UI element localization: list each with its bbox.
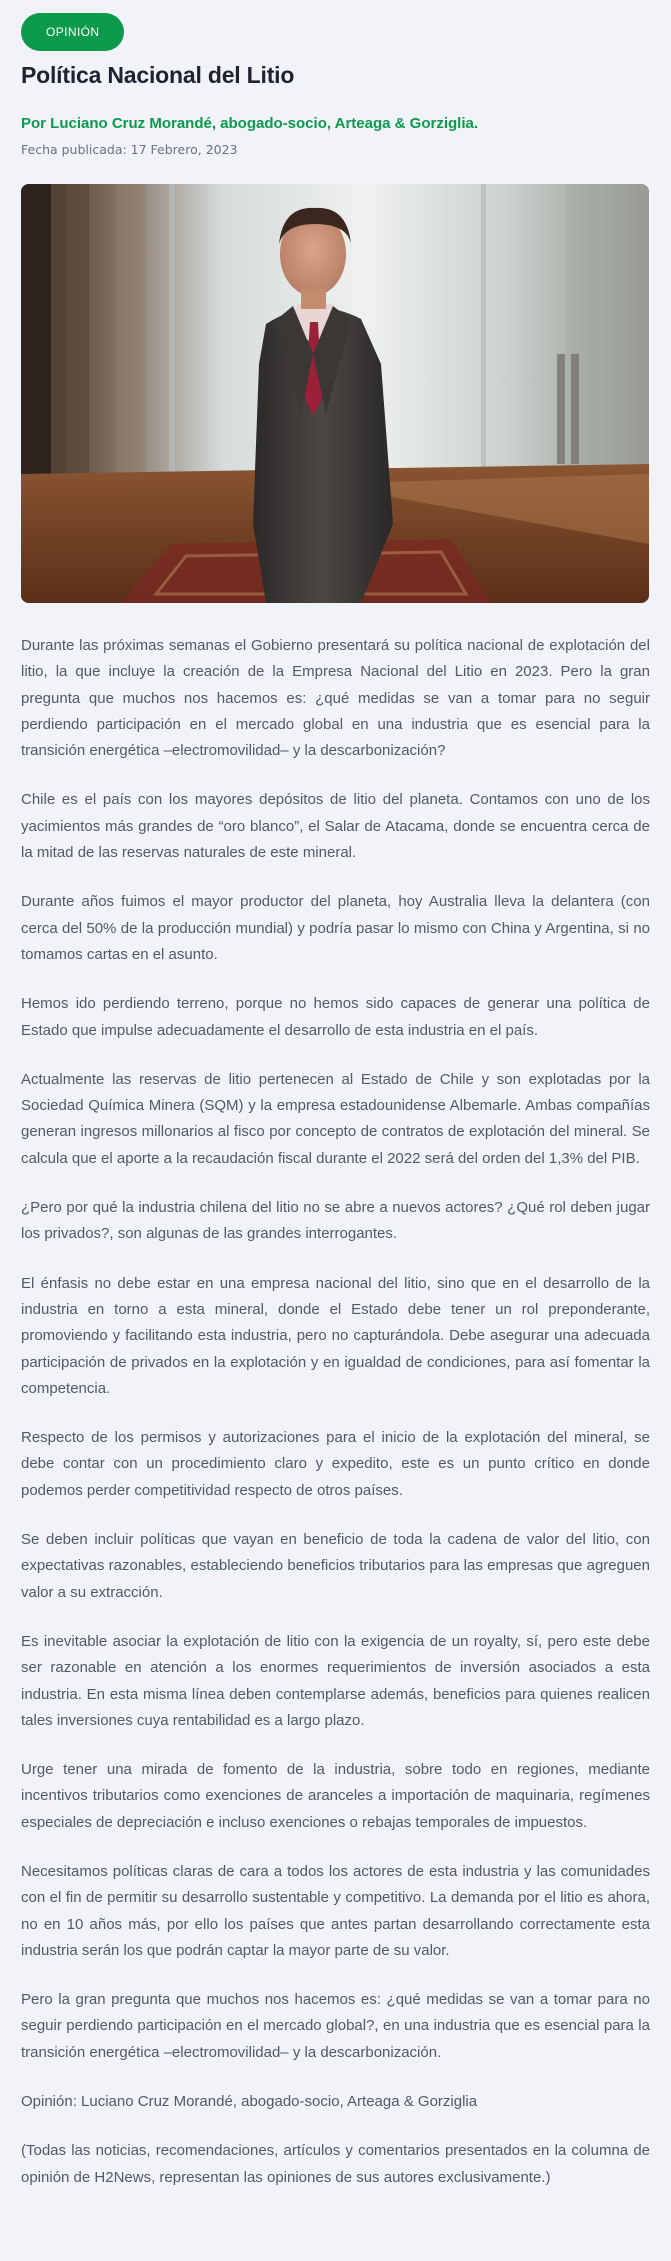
paragraph: Respecto de los permisos y autorizaciones para el inicio de la explotación del mineral, se debe contar con un procedimiento claro y expedito, este es un punto crítico en donde podemos perder competitividad respecto de otros países. bbox=[21, 1429, 650, 1499]
hero-image bbox=[21, 184, 649, 603]
article-byline: Por Luciano Cruz Morandé, abogado-socio, Arteaga & Gorziglia. bbox=[21, 115, 478, 132]
paragraph: Hemos ido perdiendo terreno, porque no hemos sido capaces de generar una política de Estado que impulse adecuadamente el desarrollo de esta industria en el país. bbox=[21, 995, 650, 1039]
article-body bbox=[21, 633, 650, 2191]
paragraph: Durante años fuimos el mayor productor del planeta, hoy Australia lleva la delantera (con cerca del 50% de la producción mundial) y podría pasar lo mismo con China y Argentina, si no tomamos cartas en el asunto. bbox=[21, 893, 650, 963]
paragraph: Urge tener una mirada de fomento de la industria, sobre todo en regiones, mediante incentivos tributarios como exenciones de aranceles a importación de maquinaria, regímenes especiales de depreciación e incluso exenciones o rebajas temporales de impuestos. bbox=[21, 1761, 650, 1831]
portrait-photo-icon bbox=[21, 184, 649, 603]
author-signature: Opinión: Luciano Cruz Morandé, abogado-socio, Arteaga & Gorziglia bbox=[21, 2093, 478, 2111]
paragraph: Se deben incluir políticas que vayan en beneficio de toda la cadena de valor del litio, con expectativas razonables, estableciendo beneficios tributarios para las empresas que agreguen valor a su extracción. bbox=[21, 1531, 650, 1601]
paragraph: Chile es el país con los mayores depósitos de litio del planeta. Contamos con uno de los yacimientos más grandes de “oro blanco”, el Salar de Atacama, donde se encuentra cerca de la mitad de las reservas naturales de este mineral. bbox=[21, 791, 650, 862]
article-title: Política Nacional del Litio bbox=[21, 62, 295, 88]
paragraph: Necesitamos políticas claras de cara a todos los actores de esta industria y las comunidades con el fin de permitir su desarrollo sustentable y competitivo. La demanda por el litio es ahora, no en 10 años más, por ello los países que antes partan desarrollando correctamente esta industria serán los que podrán captar la mayor parte de su valor. bbox=[21, 1862, 650, 1959]
publish-date: Fecha publicada: 17 Febrero, 2023 bbox=[21, 142, 238, 157]
paragraph: El énfasis no debe estar en una empresa nacional del litio, sino que en el desarrollo de la industria en torno a esta mineral, donde el Estado debe tener un rol preponderante, promoviendo y facilitando esta industria, pero no capturándola. Debe asegurar una adecuada participación de privados en la explotación y en igualdad de condiciones, para así fomentar la competencia. bbox=[21, 1274, 650, 1397]
category-badge[interactable]: OPINIÓN bbox=[21, 13, 124, 51]
paragraph: Durante las próximas semanas el Gobierno presentará su política nacional de explotación del litio, la que incluye la creación de la Empresa Nacional del Litio en 2023. Pero la gran pregunta que muchos nos hacemos es: ¿qué medidas se van a tomar para no seguir perdiendo participación en el mercado global en una industria que es esencial para la transición energética –electromovilidad– y la descarbonización? bbox=[21, 637, 650, 760]
paragraph: Actualmente las reservas de litio pertenecen al Estado de Chile y son explotadas por la Sociedad Química Minera (SQM) y la empresa estadounidense Albemarle. Ambas compañías generan ingresos millonarios al fisco por concepto de contratos de explotación del mineral. Se calcula que el aporte a la recaudación fiscal durante el 2022 será del orden del 1,3% del PIB. bbox=[21, 1070, 650, 1167]
paragraph: Es inevitable asociar la explotación de litio con la exigencia de un royalty, sí, pero este debe ser razonable en atención a los enormes requerimientos de inversión asociados a esta industria. En esta misma línea deben contemplarse además, beneficios para quienes realicen tales inversiones cuya rentabilidad es a largo plazo. bbox=[21, 1632, 650, 1729]
paragraph: ¿Pero por qué la industria chilena del litio no se abre a nuevos actores? ¿Qué rol deben jugar los privados?, son algunas de las grandes interrogantes. bbox=[21, 1199, 650, 1243]
paragraph: Pero la gran pregunta que muchos nos hacemos es: ¿qué medidas se van a tomar para no seguir perdiendo participación en el mercado global?, en una industria que es esencial para la transición energética –electromovilidad– y la descarbonización. bbox=[21, 1991, 650, 2061]
disclaimer: (Todas las noticias, recomendaciones, artículos y comentarios presentados en la columna de opinión de H2News, representan las opiniones de sus autores exclusivamente.) bbox=[21, 2142, 650, 2186]
